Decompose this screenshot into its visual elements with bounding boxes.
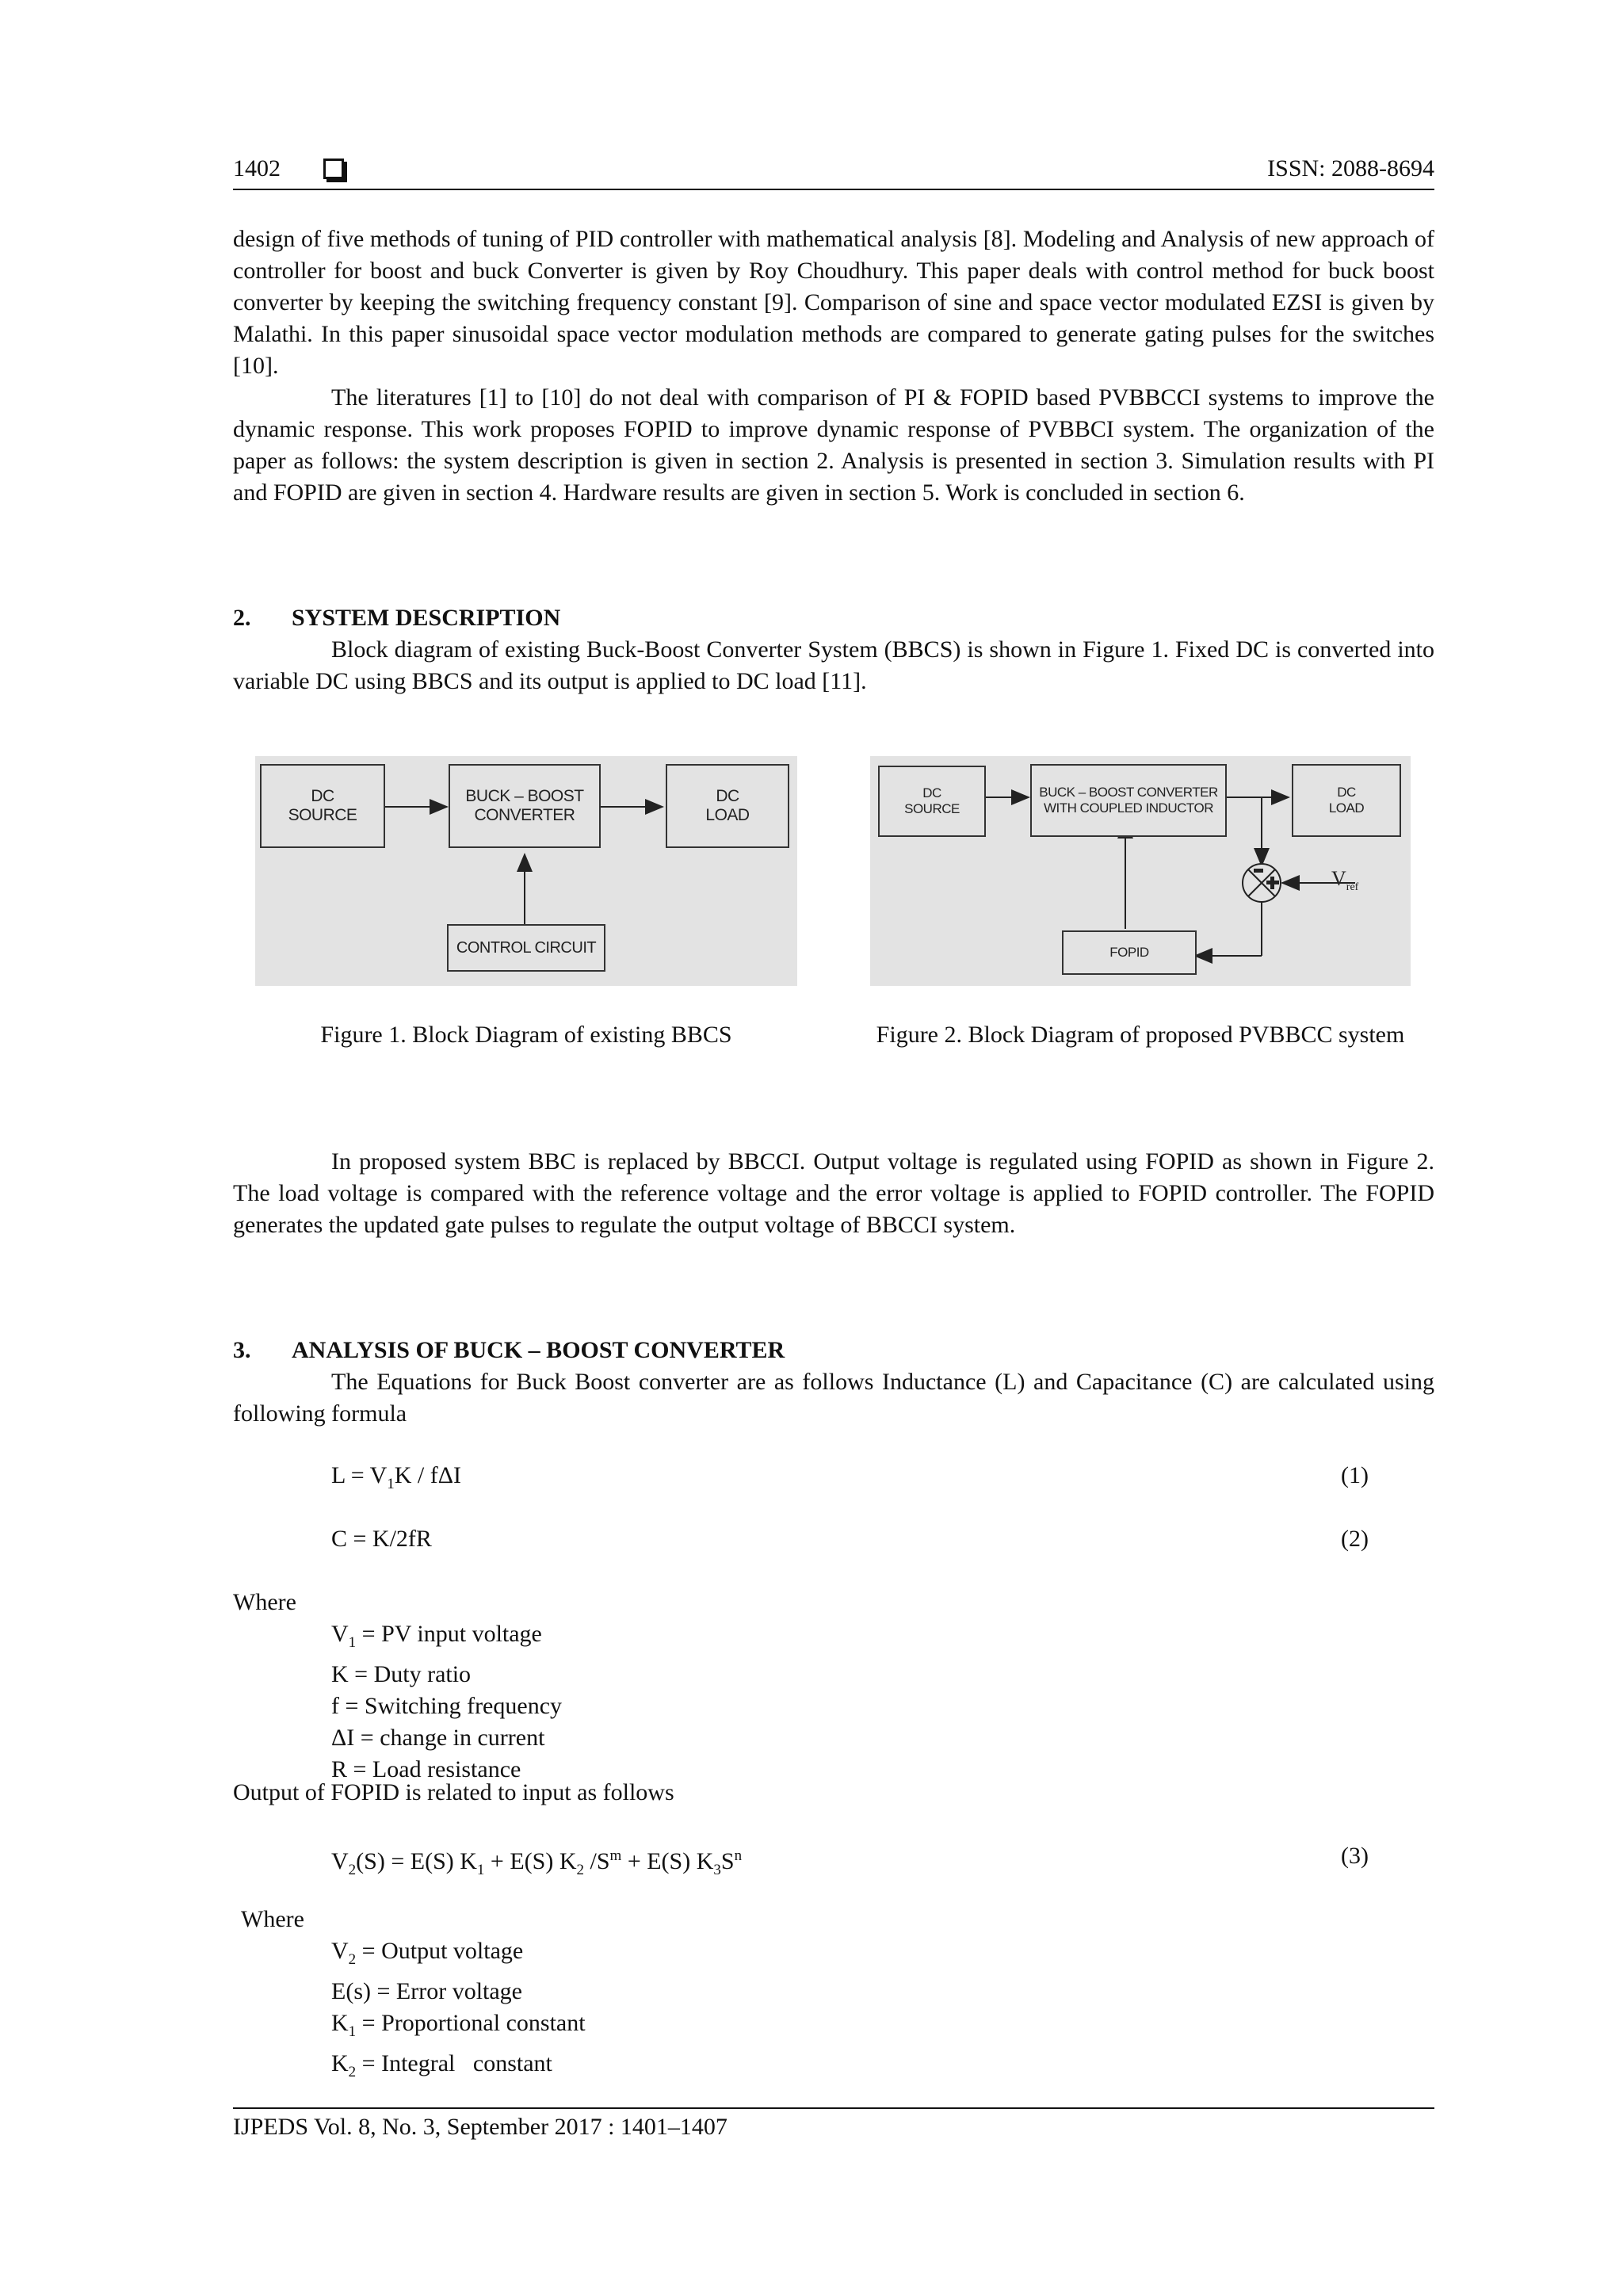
section-number: 2. bbox=[233, 605, 251, 631]
def-k2: $K_2$ = Integral constant bbox=[331, 2050, 552, 2080]
figure-2-diagram bbox=[870, 756, 1411, 986]
intro-paragraph-2: The literatures [1] to [10] do not deal with comparison of PI & FOPID based PVBBCCI systems to improve the dynamic response. This work proposes FOPID to improve dynamic response of PVBBCI system. The organization of the paper as follows: the system description is given in section 2. Analysis is presented in section 3. Simulation results with PI and FOPID are given in section 4. Hardware results are given in section 5. Work is concluded in section 6. bbox=[233, 384, 1434, 506]
equation-2-number: (2) bbox=[1341, 1526, 1369, 1552]
variable-definitions-1 bbox=[331, 1618, 562, 1786]
running-header bbox=[233, 155, 1434, 190]
variable-definitions-2 bbox=[331, 1935, 586, 2088]
page-number: 1402 bbox=[233, 155, 281, 181]
equation-1-number: (1) bbox=[1341, 1462, 1369, 1488]
def-v2: $V_2$ = Output voltage bbox=[331, 1938, 524, 1968]
section-3-paragraph: The Equations for Buck Boost converter are as follows Inductance (L) and Capacitance (C) are calculated using following formula bbox=[233, 1369, 1434, 1427]
journal-issn: ISSN: 2088-8694 bbox=[1267, 155, 1434, 181]
section-title: ANALYSIS OF BUCK – BOOST CONVERTER bbox=[292, 1337, 785, 1363]
dc-load-block: DC LOAD bbox=[1292, 764, 1401, 837]
dc-source-block: DC SOURCE bbox=[878, 766, 986, 837]
journal-footer: IJPEDS Vol. 8, No. 3, September 2017 : 1401–1407 bbox=[233, 2114, 727, 2140]
control-circuit-block: CONTROL CIRCUIT bbox=[447, 924, 605, 972]
footer-rule bbox=[233, 2107, 1434, 2109]
def-k1: $K_1$ = Proportional constant bbox=[331, 2010, 586, 2040]
coupled-inductor-converter-block: BUCK – BOOST CONVERTER WITH COUPLED INDUCTOR bbox=[1030, 764, 1227, 837]
figure-2-caption: Figure 2. Block Diagram of proposed PVBBCC system bbox=[876, 1022, 1405, 1048]
section-2-heading bbox=[233, 602, 560, 634]
equation-3: $V_2(S) = E(S) K_1 + E(S)$ $K_2$ $/S^m + E(S)$ $K_3S^n$ bbox=[331, 1847, 743, 1878]
def-delta-i: ΔI = change in current bbox=[331, 1725, 545, 1751]
vref-label: $V_{ref}$ bbox=[1331, 867, 1359, 894]
section-title: SYSTEM DESCRIPTION bbox=[292, 605, 561, 631]
fopid-block: FOPID bbox=[1062, 930, 1197, 975]
def-f: f = Switching frequency bbox=[331, 1693, 563, 1719]
section-number: 3. bbox=[233, 1337, 251, 1363]
equation-2: C = K/2fR bbox=[331, 1526, 432, 1552]
summing-junction-icon bbox=[1243, 864, 1281, 902]
fopid-intro: Output of FOPID is related to input as follows bbox=[233, 1779, 674, 1805]
def-r: R = Load resistance bbox=[331, 1756, 521, 1782]
equation-3-number: (3) bbox=[1341, 1843, 1369, 1869]
where-label-1: Where bbox=[233, 1589, 296, 1615]
intro-paragraph-1: design of five methods of tuning of PID controller with mathematical analysis [8]. Modeling and Analysis of new approach of controller for boost and buck Converter is given by Roy Choudhury. This paper deals with control method for buck boost converter by keeping the switching frequency constant [9]. Comparison of sine and space vector modulated EZSI is given by Malathi. In this paper sinusoidal space vector modulation methods are compared to generate gating pulses for the switches [10]. bbox=[233, 226, 1434, 379]
header-rule bbox=[233, 189, 1434, 190]
dc-source-block: DC SOURCE bbox=[260, 764, 385, 848]
def-es: E(s) = Error voltage bbox=[331, 1978, 522, 2004]
checkbox-square-icon bbox=[323, 159, 344, 179]
where-label-2: Where bbox=[241, 1906, 304, 1932]
figure-1-caption: Figure 1. Block Diagram of existing BBCS bbox=[320, 1022, 732, 1048]
figure-1-diagram bbox=[255, 756, 797, 986]
section-2-paragraph: Block diagram of existing Buck-Boost Converter System (BBCS) is shown in Figure 1. Fixed DC is converted into variable DC using BBCS and its output is applied to DC load [11]. bbox=[233, 636, 1434, 694]
dc-load-block: DC LOAD bbox=[666, 764, 789, 848]
section-3-heading bbox=[233, 1335, 785, 1366]
equation-1: $L = V_1K / f\Delta I$ bbox=[331, 1462, 462, 1492]
proposed-system-paragraph: In proposed system BBC is replaced by BBCCI. Output voltage is regulated using FOPID as shown in Figure 2. The load voltage is compared with the reference voltage and the error voltage is applied to FOPID controller. The FOPID generates the updated gate pulses to regulate the output voltage of BBCCI system. bbox=[233, 1148, 1434, 1238]
intro-text bbox=[233, 223, 1434, 509]
buck-boost-converter-block: BUCK – BOOST CONVERTER bbox=[449, 764, 601, 848]
def-k: K = Duty ratio bbox=[331, 1661, 472, 1687]
def-v1: $V_1$ = PV input voltage bbox=[331, 1621, 542, 1651]
